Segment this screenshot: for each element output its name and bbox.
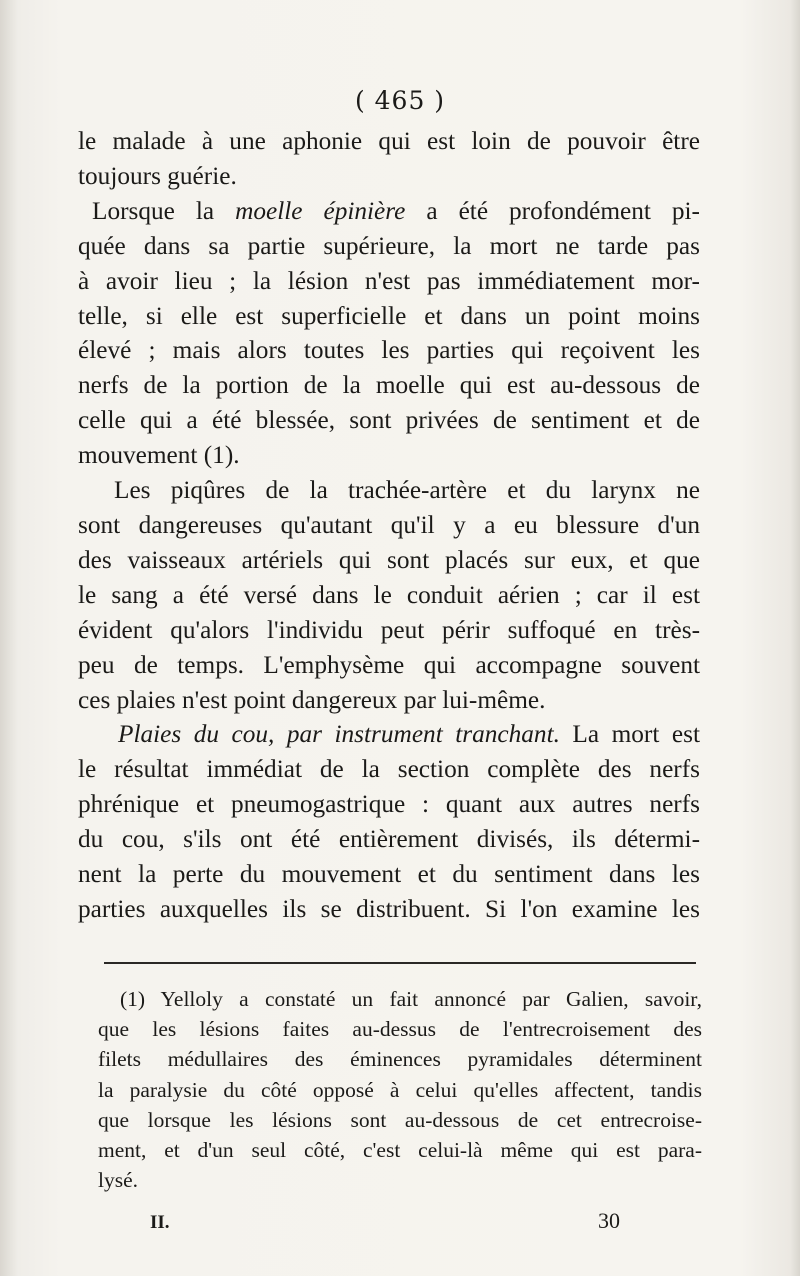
text-line: peu de temps. L'emphysème qui accompagne souvent (78, 650, 700, 679)
text-line: sont dangereuses qu'autant qu'il y a eu blessure d'un (78, 510, 700, 539)
text-line: du cou, s'ils ont été entièrement divisés, ils détermi- (78, 825, 700, 854)
footnote (98, 984, 702, 1195)
text-line: nerfs de la portion de la moelle qui est au-dessous de (78, 371, 700, 400)
footnote-line: (1) Yelloly a constaté un fait annoncé par Galien, savoir, (120, 987, 702, 1011)
text-line: évident qu'alors l'individu peut périr suffoqué en très- (78, 615, 700, 644)
footnote-line: que lorsque les lésions sont au-dessous de cet entrecroise- (98, 1107, 702, 1132)
paragraph-2 (78, 194, 700, 473)
text-line: telle, si elle est superficielle et dans un point moins (78, 301, 700, 330)
text-fragment: a été profondément pi- (405, 196, 700, 225)
text-line: toujours guérie. (78, 161, 237, 190)
text-line: à avoir lieu ; la lésion n'est pas immédiatement mor- (78, 266, 700, 295)
text-line: celle qui a été blessée, sont privées de sentiment et de (78, 406, 700, 435)
page-number: ( 465 ) (354, 86, 446, 115)
footnote-divider (104, 962, 696, 964)
text-line: le résultat immédiat de la section complète des nerfs (78, 755, 700, 784)
text-line: le sang a été versé dans le conduit aérien ; car il est (78, 580, 700, 609)
text-line (78, 717, 700, 752)
text-line: Les piqûres de la trachée-artère et du larynx ne (114, 476, 700, 505)
signature-mark: II. (150, 1212, 170, 1233)
text-line: quée dans sa partie supérieure, la mort ne tarde pas (78, 231, 700, 260)
text-line: ces plaies n'est point dangereux par lui-même. (78, 685, 546, 714)
text-line: parties auxquelles ils se distribuent. Si l'on examine les (78, 894, 700, 923)
text-fragment: Lorsque la (92, 196, 236, 225)
text-line: des vaisseaux artériels qui sont placés sur eux, et que (78, 545, 700, 574)
paragraph-3 (78, 473, 700, 717)
footnote-line: ment, et d'un seul côté, c'est celui-là même qui est para- (98, 1138, 702, 1163)
text-line: phrénique et pneumogastrique : quant aux autres nerfs (78, 790, 700, 819)
text-line (78, 194, 700, 229)
text-fragment: La mort est (559, 720, 700, 749)
footnote-line: la paralysie du côté opposé à celui qu'elles affectent, tandis (98, 1077, 702, 1102)
main-text (78, 124, 700, 927)
text-line: élevé ; mais alors toutes les parties qui reçoivent les (78, 336, 700, 365)
footnote-line: que les lésions faites au-dessus de l'entrecroisement des (98, 1017, 702, 1042)
italic-term: moelle épinière (235, 196, 406, 225)
paragraph-1 (78, 124, 700, 194)
text-line: nent la perte du mouvement et du sentiment dans les (78, 860, 700, 889)
paragraph-4 (78, 717, 700, 926)
folio-number: 30 (598, 1208, 620, 1233)
footnote-line: filets médullaires des éminences pyramidales déterminent (98, 1047, 702, 1072)
italic-heading: Plaies du cou, par instrument tranchant. (118, 720, 560, 749)
text-line: mouvement (1). (78, 441, 240, 470)
footnote-line: lysé. (98, 1168, 139, 1193)
text-line: le malade à une aphonie qui est loin de pouvoir être (78, 127, 700, 155)
